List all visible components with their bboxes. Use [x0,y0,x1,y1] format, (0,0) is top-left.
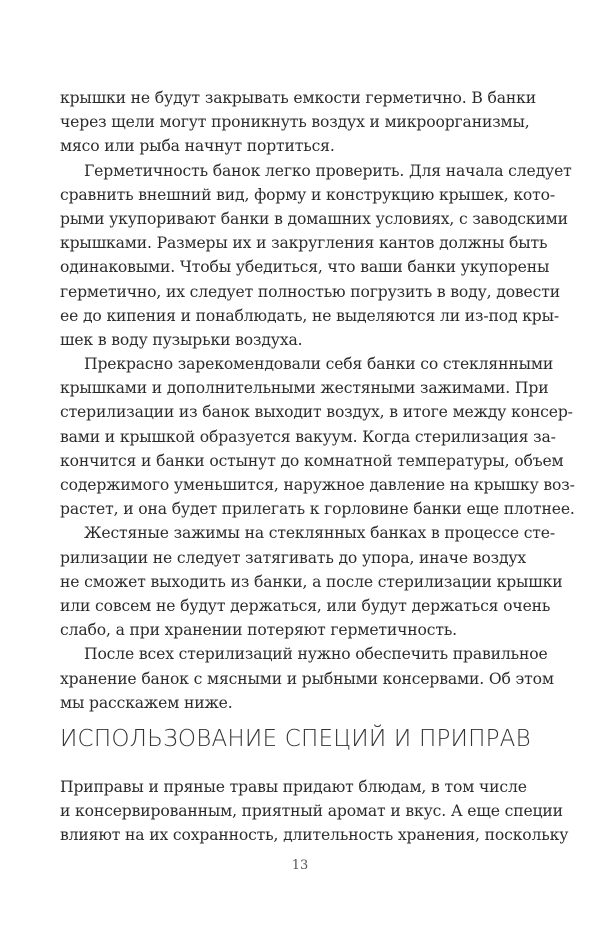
text-line: мы расскажем ниже. [60,693,233,712]
paragraph-3 [60,352,575,521]
text-line: рилизации не следует затягивать до упора, иначе воздух [60,548,527,567]
text-line: шек в воду пузырьки воздуха. [60,330,303,349]
text-line: крышками. Размеры их и закругления кантов должны быть [60,234,548,253]
text-line: не сможет выходить из банки, а после стерилизации крышки [60,572,563,591]
text-line: хранение банок с мясными и рыбными консервами. Об этом [60,669,554,688]
text-line: Жестяные зажимы на стеклянных банках в процессе сте- [84,524,555,543]
paragraph-5 [60,642,554,715]
text-line: кончится и банки остынут до комнатной температуры, объем [60,451,564,470]
text-line: растет, и она будет прилегать к горловине банки еще плотнее. [60,500,575,519]
text-line: одинаковыми. Чтобы убедиться, что ваши банки укупорены [60,258,550,277]
text-line: содержимого уменьшится, наружное давление на крышку воз- [60,476,575,494]
text-line: слабо, а при хранении потеряют герметичность. [60,621,457,640]
text-line: через щели могут проникнуть воздух и микроорганизмы, [60,113,530,132]
paragraph-4 [60,521,563,642]
text-line: После всех стерилизаций нужно обеспечить правильное [84,645,548,664]
section-heading: ИСПОЛЬЗОВАНИЕ СПЕЦИЙ И ПРИПРАВ [60,726,531,752]
text-line: Герметичность банок легко проверить. Для начала следует [84,161,572,180]
paragraph-1 [60,86,536,159]
text-line: герметично, их следует полностью погрузить в воду, довести [60,282,560,301]
page-number: 13 [291,858,309,873]
text-line: Приправы и пряные травы придают блюдам, в том числе [60,778,527,796]
body-text [60,86,575,715]
text-line: рыми укупоривают банки в домашних условиях, с заводскими [60,209,568,228]
text-line: стерилизации из банок выходит воздух, в итоге между консер- [60,403,573,422]
text-line: крышки не будут закрывать емкости герметично. В банки [60,89,536,107]
text-line: и консервированным, приятный аромат и вкус. А еще специи [60,802,563,821]
section-body [60,775,569,848]
text-line: крышками и дополнительными жестяными зажимами. При [60,379,549,398]
text-line: влияют на их сохранность, длительность хранения, поскольку [60,826,569,845]
text-line: Прекрасно зарекомендовали себя банки со стеклянными [84,355,554,374]
text-line: сравнить внешний вид, форму и конструкцию крышек, кото- [60,185,555,204]
text-line: ее до кипения и понаблюдать, не выделяются ли из-под кры- [60,306,560,325]
text-line: или совсем не будут держаться, или будут держаться очень [60,596,551,615]
paragraph-2 [60,159,572,353]
text-line: вами и крышкой образуется вакуум. Когда стерилизация за- [60,427,556,446]
text-line: мясо или рыба начнут портиться. [60,137,335,156]
